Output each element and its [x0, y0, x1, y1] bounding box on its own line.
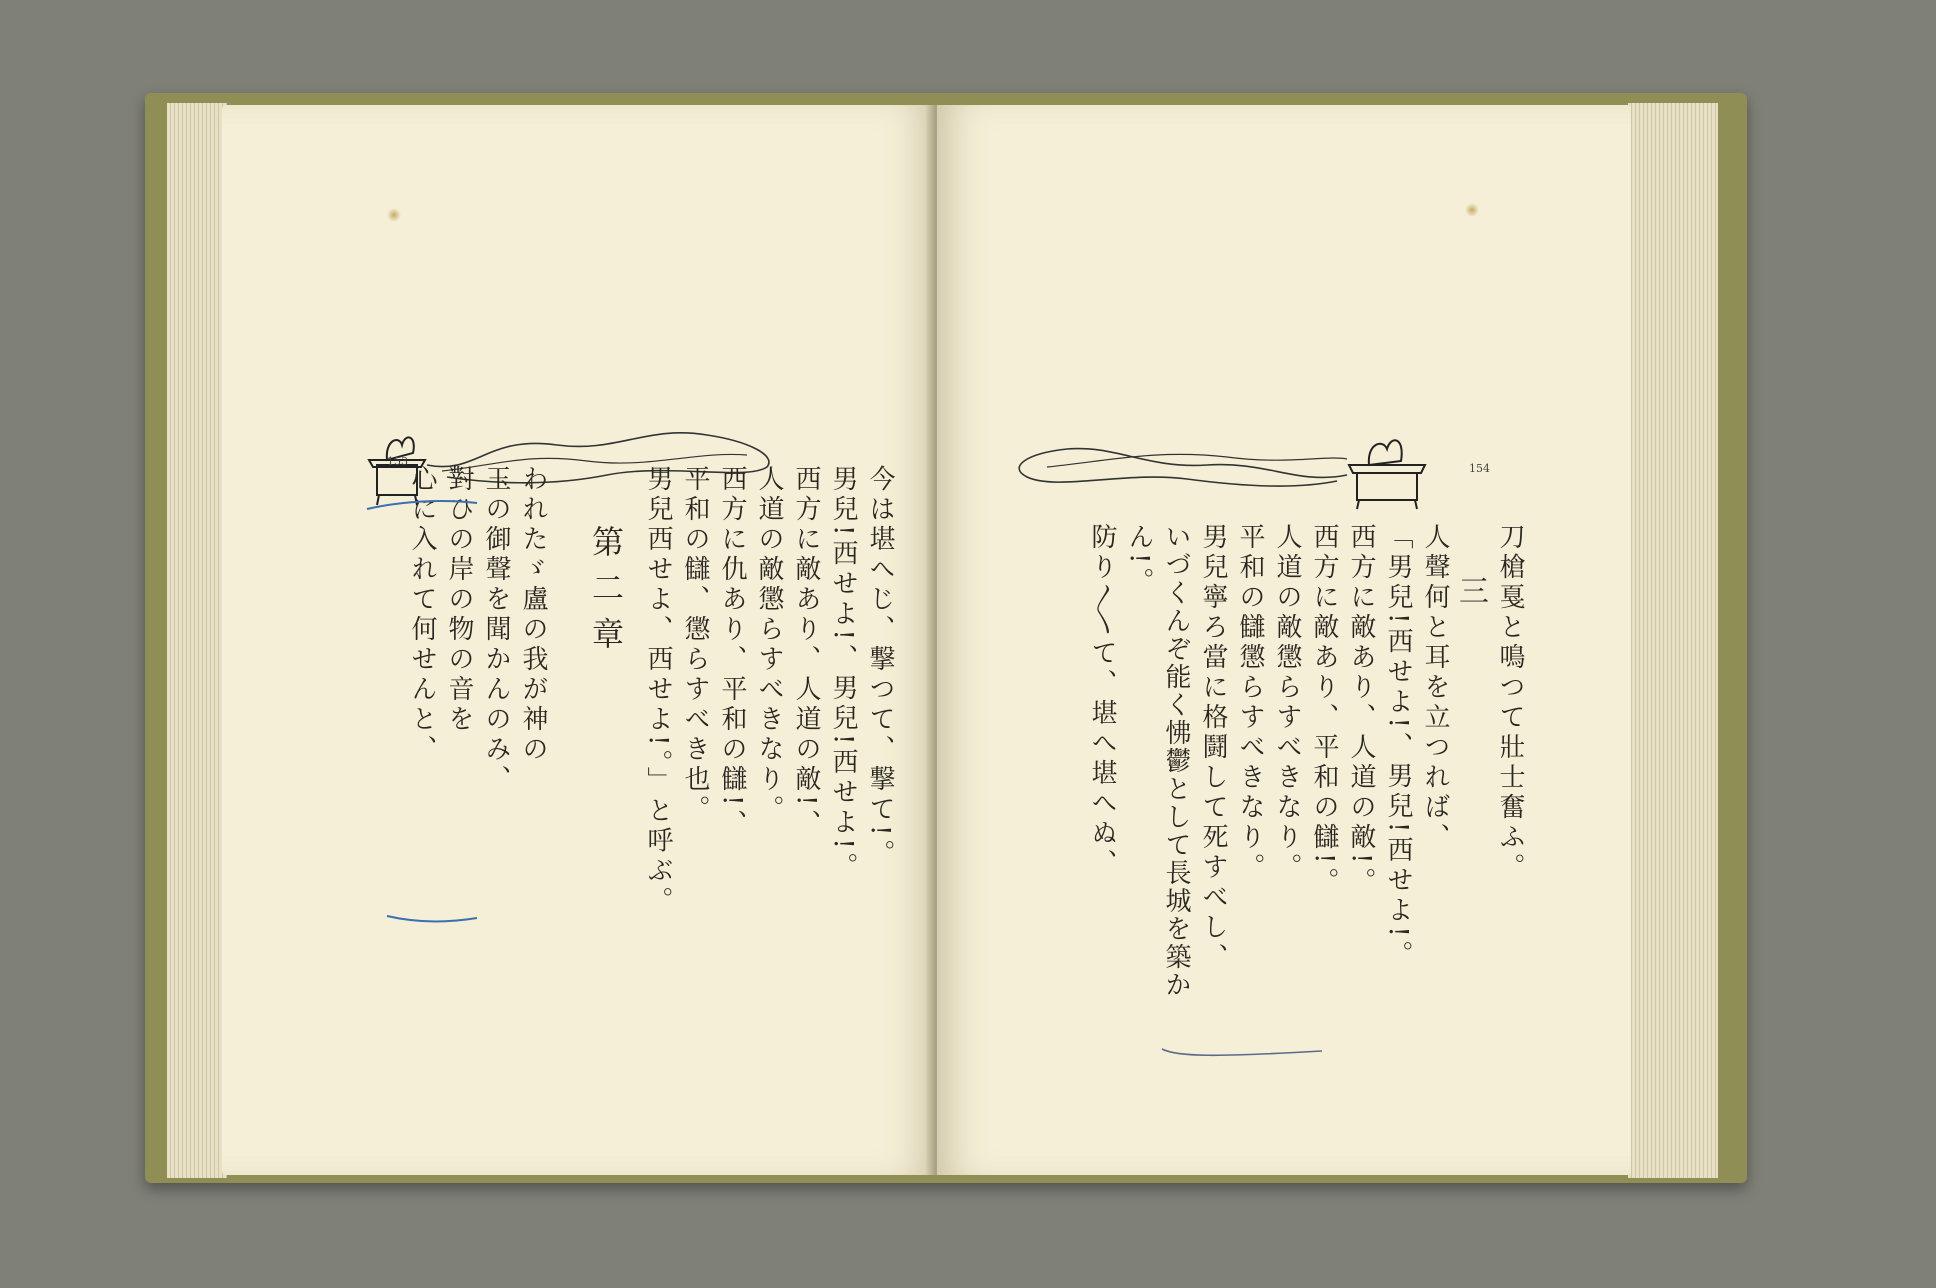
- text-column: 人道の敵懲らすべきなり。: [754, 465, 784, 825]
- right-page: [937, 105, 1631, 1175]
- text-column: 「男兒!西せよ!、男兒!西せよ!。: [1383, 523, 1413, 971]
- chapter-heading: 第二章: [587, 525, 625, 663]
- censer-ornament-icon: [1007, 405, 1487, 515]
- text-column: 刀槍戛と鳴つて壯士奮ふ。: [1495, 523, 1525, 883]
- foxing-spot: [1465, 203, 1479, 217]
- text-column: 今は堪へじ、撃つて、撃て!。: [865, 465, 895, 870]
- text-column: 防り〳〵て、堪へ堪へぬ、: [1087, 523, 1117, 879]
- text-column: 人聲何と耳を立つれば、: [1420, 523, 1450, 853]
- text-column: 西方に敵あり、平和の讎!。: [1309, 523, 1339, 898]
- text-column: 平和の讎懲らすべきなり。: [1235, 523, 1265, 883]
- text-column: 西方に仇あり、平和の讎!、: [717, 465, 747, 840]
- text-column: 西方に敵あり、人道の敵!、: [791, 465, 821, 840]
- text-column: 男兒寧ろ當に格鬪して死すべし、: [1198, 523, 1228, 973]
- pencil-mark: [1157, 1043, 1327, 1063]
- pencil-mark: [362, 495, 482, 515]
- right-ornament: [1007, 405, 1487, 519]
- text-column: 西方に敵あり、人道の敵!。: [1346, 523, 1376, 898]
- page-edges-left: [167, 103, 227, 1178]
- text-column: 心に入れて何せんと、: [407, 465, 437, 765]
- text-column: 男兒西せよ、西せよ!。」と呼ぶ。: [643, 465, 673, 917]
- text-column: いづくんぞ能く怫鬱として長城を築か: [1161, 523, 1191, 999]
- text-column: ん!。: [1124, 523, 1154, 598]
- text-column: われたゞ盧の我が神の: [518, 465, 548, 765]
- text-column: 男兒!西せよ!、男兒!西せよ!。: [828, 465, 858, 883]
- page-number: 154: [1469, 462, 1490, 475]
- text-column: 人道の敵懲らすべきなり。: [1272, 523, 1302, 883]
- foxing-spot: [387, 208, 401, 222]
- page-number: 153: [387, 455, 408, 468]
- text-column: 平和の讎、懲らすべき也。: [680, 465, 710, 825]
- left-page: [222, 105, 935, 1175]
- text-column: 玉の御聲を聞かんのみ、: [481, 465, 511, 795]
- text-column: 對ひの岸の物の音を: [444, 465, 474, 735]
- pencil-mark: [382, 910, 482, 930]
- page-edges-right: [1628, 103, 1718, 1178]
- section-number: 三: [1453, 575, 1488, 609]
